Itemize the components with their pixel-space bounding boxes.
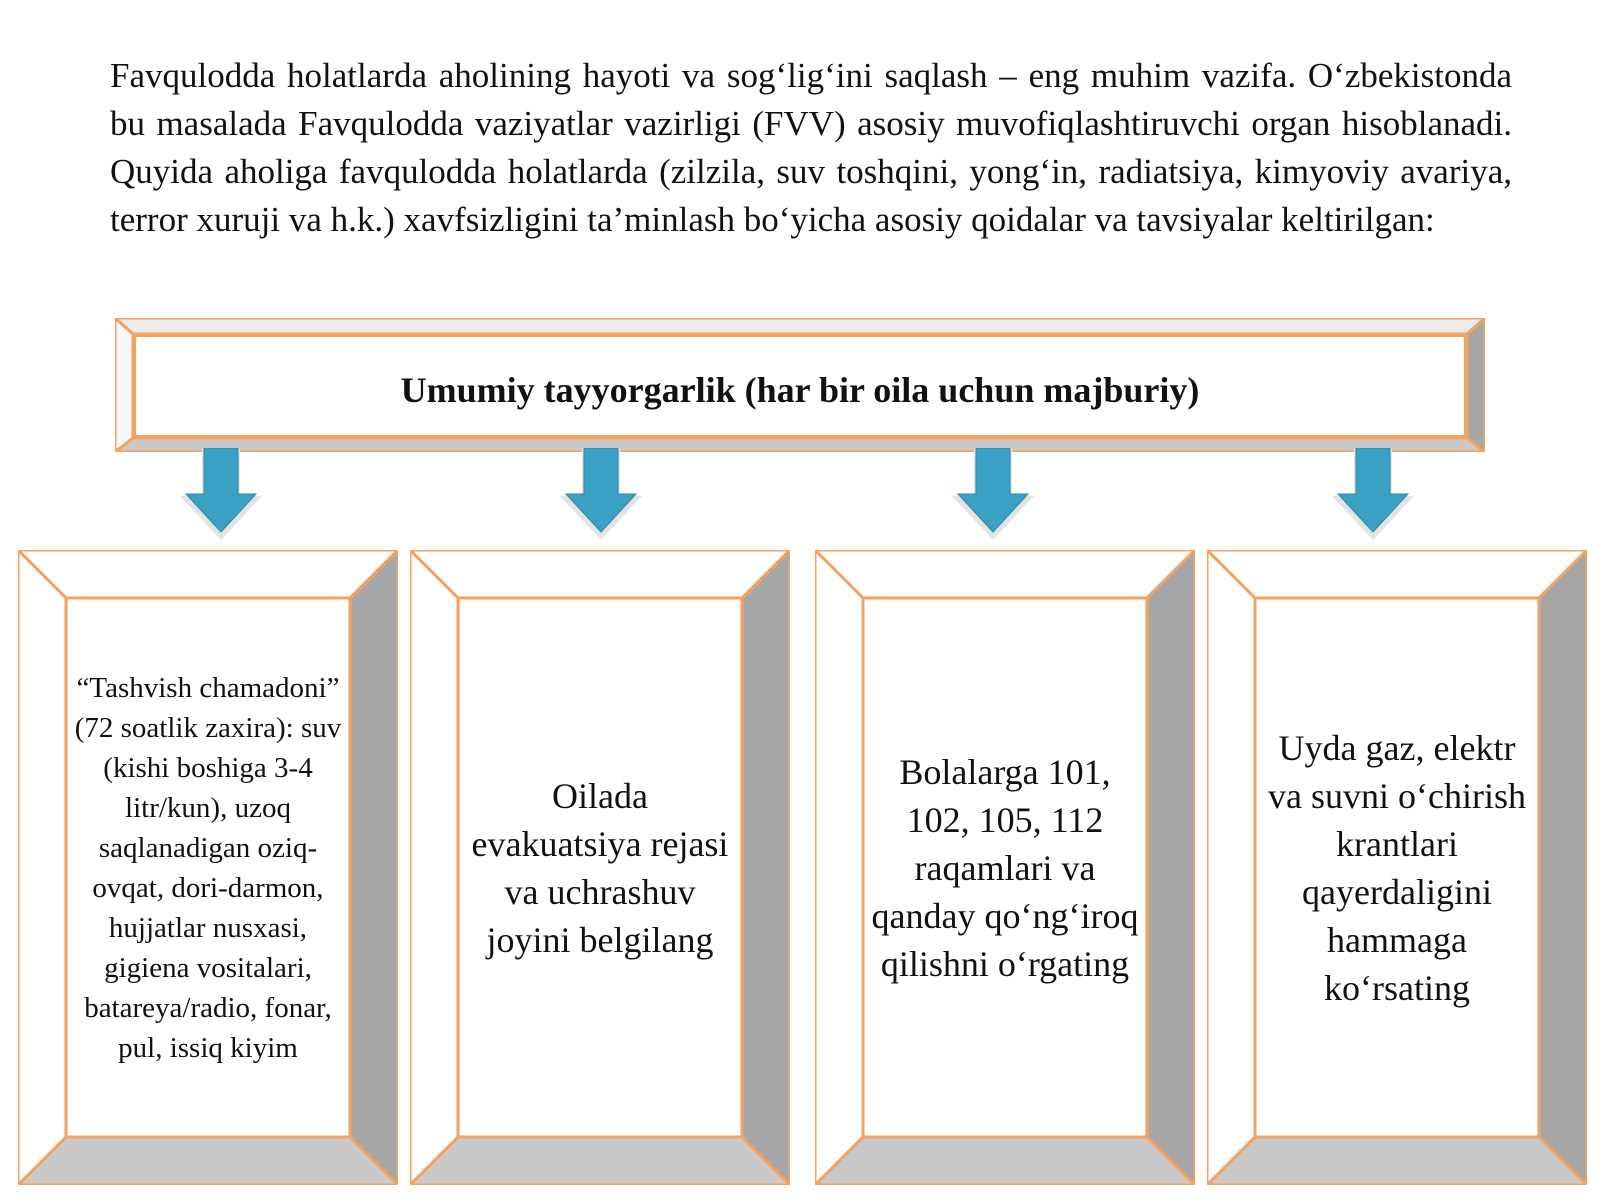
down-arrow-icon (558, 448, 644, 544)
card-utility-shutoff (1207, 550, 1587, 1185)
card-body (1255, 598, 1539, 1137)
card-body (863, 598, 1147, 1137)
down-arrow-icon (178, 448, 264, 544)
card-body (458, 598, 742, 1137)
down-arrow-icon (950, 448, 1036, 544)
intro-paragraph: Favqulodda holatlarda aholining hayoti va sog‘lig‘ini saqlash – eng muhim vazifa. O‘zbekistonda bu masalada Favqulodda vaziyatlar vazirligi (FVV) asosiy muvofiqlashtiruvchi organ hisoblanadi. Quyida aholiga favqulodda holatlarda (zilzila, suv toshqini, yong‘in, radiatsiya, kimyoviy avariya, terror xuruji va h.k.) xavfsizligini ta’minlash bo‘yicha asosiy qoidalar va tavsiyalar keltirilgan: (110, 56, 1512, 239)
card-text: Oilada evakuatsiya rejasi va uchrashuv joyini belgilang (471, 775, 729, 960)
card-text: “Tashvish chamadoni” (72 soatlik zaxira): suv (kishi boshiga 3-4 litr/kun), uzoq saqlanadigan oziq-ovqat, dori-darmon, hujjatlar nusxasi, gigiena vositalari, batareya/radio, fonar, pul, issiq kiyim (74, 671, 342, 1064)
card-emergency-kit (18, 550, 398, 1185)
header-box-inner (133, 334, 1467, 438)
card-emergency-numbers (815, 550, 1195, 1185)
card-text: Bolalarga 101, 102, 105, 112 raqamlari va qanday qo‘ng‘iroq qilishni o‘rgating (871, 751, 1139, 984)
card-body (66, 598, 350, 1137)
down-arrow-icon (1330, 448, 1416, 544)
card-evacuation-plan (410, 550, 790, 1185)
header-title: Umumiy tayyorgarlik (har bir oila uchun majburiy) (400, 370, 1200, 410)
general-preparation-box (115, 318, 1485, 452)
card-text: Uyda gaz, elektr va suvni o‘chirish krantlari qayerdaligini hammaga ko‘rsating (1268, 727, 1526, 1008)
